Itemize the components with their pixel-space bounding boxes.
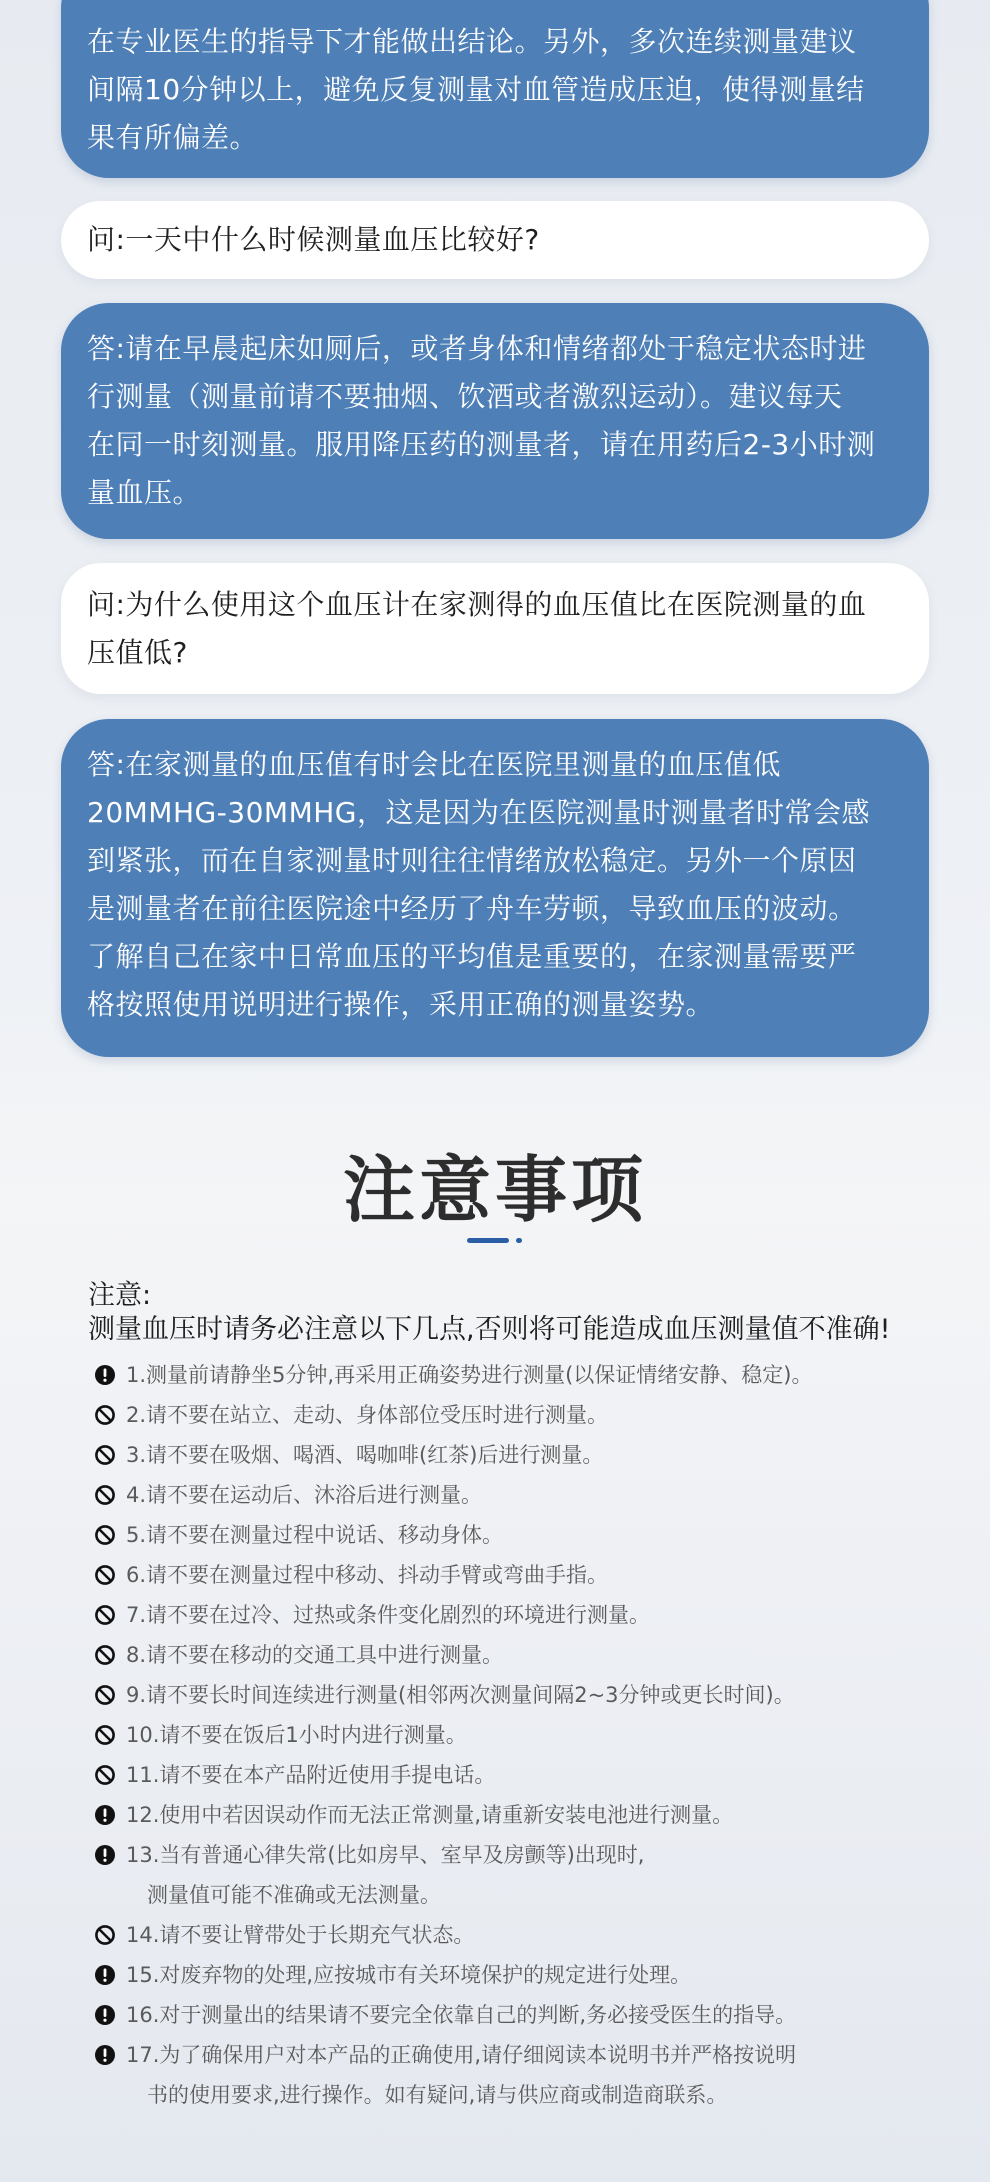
exclamation-icon xyxy=(94,1844,116,1866)
answer-line: 格按照使用说明进行操作，采用正确的测量姿势。 xyxy=(87,988,715,1021)
notice-item-text xyxy=(126,1355,812,1395)
answer-line: 行测量（测量前请不要抽烟、饮酒或者激烈运动）。建议每天 xyxy=(87,380,843,413)
answer-bubble-top xyxy=(61,0,929,178)
notice-item xyxy=(94,1995,954,2035)
answer-line: 了解自己在家中日常血压的平均值是重要的，在家测量需要严 xyxy=(87,940,857,973)
notice-item-line: 12.使用中若因误动作而无法正常测量,请重新安装电池进行测量。 xyxy=(126,1803,734,1827)
title-underline xyxy=(467,1238,509,1243)
answer-line: 20MMHG-30MMHG，这是因为在医院测量时测量者时常会感 xyxy=(87,796,871,829)
answer-line: 到紧张，而在自家测量时则往往情绪放松稳定。另外一个原因 xyxy=(87,844,857,877)
notice-item-text xyxy=(126,1715,467,1755)
notice-item-text xyxy=(126,2035,796,2115)
exclamation-icon xyxy=(94,1804,116,1826)
prohibited-icon xyxy=(94,1524,116,1546)
question-line: 问:为什么使用这个血压计在家测得的血压值比在医院测量的血 xyxy=(87,588,867,621)
answer-line: 是测量者在前往医院途中经历了舟车劳顿，导致血压的波动。 xyxy=(87,892,857,925)
prohibited-icon xyxy=(94,1764,116,1786)
exclamation-icon xyxy=(94,2044,116,2066)
notice-item-line: 3.请不要在吸烟、喝酒、喝咖啡(红茶)后进行测量。 xyxy=(126,1443,604,1467)
answer-bubble-2 xyxy=(61,719,929,1057)
notice-item-line: 7.请不要在过冷、过热或条件变化剧烈的环境进行测量。 xyxy=(126,1603,651,1627)
prohibited-icon xyxy=(94,1444,116,1466)
answer-line: 间隔10分钟以上，避免反复测量对血管造成压迫，使得测量结 xyxy=(87,73,865,106)
notice-item-text xyxy=(126,1395,608,1435)
notice-label: 注意: xyxy=(88,1280,152,1311)
prohibited-icon xyxy=(94,1564,116,1586)
question-bubble-2 xyxy=(61,563,929,694)
notice-item-line: 11.请不要在本产品附近使用手提电话。 xyxy=(126,1763,496,1787)
notice-item-line: 9.请不要长时间连续进行测量(相邻两次测量间隔2~3分钟或更长时间)。 xyxy=(126,1683,795,1707)
notice-item xyxy=(94,1435,954,1475)
answer-line: 量血压。 xyxy=(87,476,202,509)
notice-item-text xyxy=(126,1555,608,1595)
notice-item-line: 15.对废弃物的处理,应按城市有关环境保护的规定进行处理。 xyxy=(126,1963,692,1987)
exclamation-icon xyxy=(94,1964,116,1986)
prohibited-icon xyxy=(94,1724,116,1746)
prohibited-icon xyxy=(94,1684,116,1706)
notice-item xyxy=(94,1395,954,1435)
notice-item-text xyxy=(126,1835,644,1915)
notice-item-line: 13.当有普通心律失常(比如房早、室早及房颤等)出现时, xyxy=(126,1843,645,1867)
answer-line: 在同一时刻测量。服用降压药的测量者，请在用药后2-3小时测 xyxy=(87,428,876,461)
notice-item-line: 16.对于测量出的结果请不要完全依靠自己的判断,务必接受医生的指导。 xyxy=(126,2003,797,2027)
answer-line: 答:请在早晨起床如厕后，或者身体和情绪都处于稳定状态时进 xyxy=(87,332,867,365)
exclamation-icon xyxy=(94,2004,116,2026)
notice-item xyxy=(94,1795,954,1835)
answer-bubble-1 xyxy=(61,303,929,539)
notice-item xyxy=(94,1715,954,1755)
notice-item-line: 测量值可能不准确或无法测量。 xyxy=(147,1883,441,1907)
exclamation-icon xyxy=(94,1364,116,1386)
notice-item-text xyxy=(126,1915,474,1955)
title-underline-dot xyxy=(516,1238,522,1243)
notice-item xyxy=(94,1355,954,1395)
notice-item-line: 4.请不要在运动后、沐浴后进行测量。 xyxy=(126,1483,483,1507)
prohibited-icon xyxy=(94,1604,116,1626)
notice-item-text xyxy=(126,1675,795,1715)
notice-item-line: 2.请不要在站立、走动、身体部位受压时进行测量。 xyxy=(126,1403,609,1427)
notice-item xyxy=(94,1915,954,1955)
notice-item-line: 17.为了确保用户对本产品的正确使用,请仔细阅读本说明书并严格按说明 xyxy=(126,2043,797,2067)
answer-line: 果有所偏差。 xyxy=(87,121,259,154)
notice-item xyxy=(94,1555,954,1595)
notice-item-text xyxy=(126,1435,603,1475)
notice-item-text xyxy=(126,1635,503,1675)
notice-item xyxy=(94,1835,954,1915)
notice-subtitle: 测量血压时请务必注意以下几点,否则将可能造成血压测量值不准确! xyxy=(88,1314,891,1345)
notice-item-line: 14.请不要让臂带处于长期充气状态。 xyxy=(126,1923,475,1947)
notice-list xyxy=(94,1355,954,2115)
question-line: 压值低? xyxy=(87,636,188,669)
section-title: 注意事项 xyxy=(342,1148,647,1232)
notice-item-text xyxy=(126,1755,495,1795)
notice-item-line: 书的使用要求,进行操作。如有疑问,请与供应商或制造商联系。 xyxy=(147,2083,728,2107)
notice-item xyxy=(94,1475,954,1515)
notice-item-line: 8.请不要在移动的交通工具中进行测量。 xyxy=(126,1643,504,1667)
notice-item-text xyxy=(126,1595,650,1635)
notice-item-text xyxy=(126,1955,691,1995)
notice-item-text xyxy=(126,1795,733,1835)
notice-item-line: 10.请不要在饭后1小时内进行测量。 xyxy=(126,1723,467,1747)
prohibited-icon xyxy=(94,1404,116,1426)
notice-item xyxy=(94,1635,954,1675)
notice-item-text xyxy=(126,1515,503,1555)
question-bubble-1 xyxy=(61,201,929,279)
notice-item-line: 1.测量前请静坐5分钟,再采用正确姿势进行测量(以保证情绪安静、稳定)。 xyxy=(126,1363,813,1387)
notice-item xyxy=(94,1515,954,1555)
prohibited-icon xyxy=(94,1484,116,1506)
prohibited-icon xyxy=(94,1644,116,1666)
notice-item xyxy=(94,1955,954,1995)
answer-line: 答:在家测量的血压值有时会比在医院里测量的血压值低 xyxy=(87,748,781,781)
notice-item xyxy=(94,1755,954,1795)
notice-item-line: 5.请不要在测量过程中说话、移动身体。 xyxy=(126,1523,504,1547)
notice-item-line: 6.请不要在测量过程中移动、抖动手臂或弯曲手指。 xyxy=(126,1563,609,1587)
notice-item-text xyxy=(126,1475,482,1515)
notice-item xyxy=(94,1595,954,1635)
answer-line: 在专业医生的指导下才能做出结论。另外，多次连续测量建议 xyxy=(87,25,857,58)
notice-item xyxy=(94,1675,954,1715)
prohibited-icon xyxy=(94,1924,116,1946)
notice-item xyxy=(94,2035,954,2115)
question-text: 问:一天中什么时候测量血压比较好? xyxy=(87,223,540,256)
notice-item-text xyxy=(126,1995,796,2035)
